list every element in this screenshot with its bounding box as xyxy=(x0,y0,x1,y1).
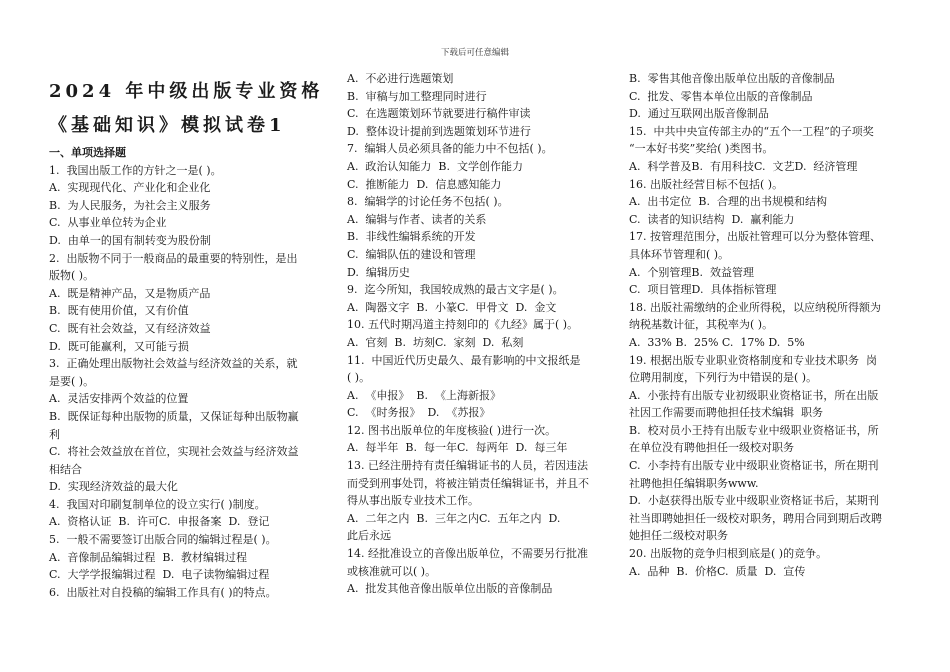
text-line: ( )。 xyxy=(347,371,371,385)
text-line: 利 xyxy=(49,427,60,441)
text-line: A. 每半年 B. 每一年C. 每两年 D. 每三年 xyxy=(347,441,568,455)
text-line: D. 整体设计提前到选题策划环节进行 xyxy=(347,124,531,138)
text-line: 6. 出版社对自投稿的编辑工作具有( )的特点。 xyxy=(49,585,277,599)
text-line: A. 实现现代化、产业化和企业化 xyxy=(49,181,211,195)
text-line: 20. 出版物的竞争归根到底是( )的竞争。 xyxy=(629,547,828,561)
text-line: 而受到刑事处罚，将被注销责任编辑证书，并且不 xyxy=(347,476,589,490)
text-line: A. 既是精神产品，又是物质产品 xyxy=(49,286,211,300)
text-line: C. 项目管理D. 具体指标管理 xyxy=(629,283,777,297)
text-line: C. 小李持有出版专业中级职业资格证书，所在期刊 xyxy=(629,459,879,473)
text-line: C. 编辑队伍的建设和管理 xyxy=(347,247,476,261)
text-line: 13. 已经注册持有责任编辑证书的人员，若因违法 xyxy=(347,459,588,473)
text-line: B. 零售其他音像出版单位出版的音像制品 xyxy=(629,72,835,85)
text-line: 版物( )。 xyxy=(49,269,95,283)
text-line: C. 将社会效益放在首位，实现社会效益与经济效益 xyxy=(49,445,299,459)
text-line: A. 《申报》 B. 《上海新报》 xyxy=(347,388,501,402)
text-line: 得从事出版专业技术工作。 xyxy=(347,494,479,508)
text-line: A. 小张持有出版专业初级职业资格证书，所在出版 xyxy=(629,388,879,402)
text-line: A. 出书定位 B. 合理的出书规模和结构 xyxy=(629,195,827,209)
column-2 xyxy=(347,70,609,598)
text-line: B. 审稿与加工整理同时进行 xyxy=(347,89,487,103)
text-line: B. 既保证每种出版物的质量，又保证每种出版物赢 xyxy=(49,409,299,423)
text-line: 她担任二级校对职务 xyxy=(629,529,728,543)
text-line: B. 校对员小王持有出版专业中级职业资格证书，所 xyxy=(629,423,879,437)
page-header-note: 下载后可任意编辑 xyxy=(440,48,509,58)
text-line: C. 在选题策划环节就要进行稿件审读 xyxy=(347,107,531,121)
text-line: 16. 出版社经营目标不包括( )。 xyxy=(629,177,784,191)
text-line: A. 资格认证 B. 许可C. 申报备案 D. 登记 xyxy=(49,515,270,529)
text-line: 是要( )。 xyxy=(49,374,95,388)
column-3-lines xyxy=(629,70,913,580)
text-line: 19. 根据出版专业职业资格制度和专业技术职务 岗 xyxy=(629,353,877,367)
text-line: B. 非线性编辑系统的开发 xyxy=(347,230,476,244)
text-line: C. 大学学报编辑过程 D. 电子读物编辑过程 xyxy=(49,568,270,582)
text-line: A. 品种 B. 价格C. 质量 D. 宣传 xyxy=(629,564,806,578)
text-line: 7. 编辑人员必须具备的能力中不包括( )。 xyxy=(347,142,553,156)
text-line: D. 编辑历史 xyxy=(347,265,410,279)
text-line: A. 官刻 B. 坊刻C. 家刻 D. 私刻 xyxy=(347,335,524,349)
text-line: 8. 编辑学的讨论任务不包括( )。 xyxy=(347,195,509,209)
text-line: A. 政治认知能力 B. 文学创作能力 xyxy=(347,159,523,173)
text-line: A. 编辑与作者、读者的关系 xyxy=(347,212,487,226)
text-line: A. 音像制品编辑过程 B. 教材编辑过程 xyxy=(49,550,247,564)
text-line: 社因工作需要而聘他担任技术编辑 职务 xyxy=(629,406,823,420)
text-line: 4. 我国对印刷复制单位的设立实行( )制度。 xyxy=(49,497,266,511)
text-line: A. 批发其他音像出版单位出版的音像制品 xyxy=(347,582,553,596)
text-line: A. 灵活安排两个效益的位置 xyxy=(49,392,189,406)
section-heading: 一、单项选择题 xyxy=(49,146,126,159)
text-line: 2. 出版物不同于一般商品的最重要的特别性，是出 xyxy=(49,251,298,265)
text-line: D. 小赵获得出版专业中级职业资格证书后，某期刊 xyxy=(629,494,879,508)
text-line: 18. 出版社需缴纳的企业所得税，以应纳税所得额为 xyxy=(629,300,881,314)
text-line: 或核准就可以( )。 xyxy=(347,564,437,578)
text-line: 10. 五代时期冯道主持刻印的《九经》属于( )。 xyxy=(347,318,579,332)
text-line: 14. 经批准设立的音像出版单位，不需要另行批准 xyxy=(347,547,588,561)
text-line: D. 通过互联网出版音像制品 xyxy=(629,107,769,121)
column-1-lines xyxy=(49,162,327,602)
text-line: 9. 迄今所知，我国较成熟的最古文字是( )。 xyxy=(347,283,564,297)
column-1 xyxy=(49,70,327,601)
column-3 xyxy=(629,70,913,580)
text-line: A. 个别管理B. 效益管理 xyxy=(629,265,755,279)
text-line: 位聘用制度，下列行为中错误的是( )。 xyxy=(629,371,818,385)
text-line: 17. 按管理范围分，出版社管理可以分为整体管理、 xyxy=(629,230,881,244)
text-line: A. 科学普及B. 有用科技C. 文艺D. 经济管理 xyxy=(629,159,858,173)
text-line: D. 实现经济效益的最大化 xyxy=(49,480,178,494)
text-line: 5. 一般不需要签订出版合同的编辑过程是( )。 xyxy=(49,533,277,547)
text-line: C. 批发、零售本单位出版的音像制品 xyxy=(629,89,813,103)
text-line: 社当即聘她担任一级校对职务，聘用合同到期后改聘 xyxy=(629,511,882,525)
text-line: 纳税基数计征，其税率为( )。 xyxy=(629,318,774,332)
text-line: 此后永远 xyxy=(347,529,391,543)
text-line: A. 陶器文字 B. 小篆C. 甲骨文 D. 金文 xyxy=(347,300,557,314)
text-line: “一本好书奖”奖给( )类图书。 xyxy=(629,142,774,156)
column-2-lines xyxy=(347,70,609,598)
text-line: 1. 我国出版工作的方针之一是( )。 xyxy=(49,163,222,177)
text-line: A. 33% B. 25% C. 17% D. 5% xyxy=(629,335,805,349)
text-line: B. 既有使用价值，又有价值 xyxy=(49,304,189,318)
text-line: A. 不必进行选题策划 xyxy=(347,72,454,85)
text-line: 具体环节管理和( )。 xyxy=(629,247,730,261)
text-line: 相结合 xyxy=(49,462,82,476)
text-line: D. 由单一的国有制转变为股份制 xyxy=(49,233,211,247)
text-line: C. 既有社会效益，又有经济效益 xyxy=(49,321,211,335)
document-title-line-1: 2024 年中级出版专业资格 xyxy=(49,81,324,102)
text-line: C. 推断能力 D. 信息感知能力 xyxy=(347,177,502,191)
text-line: 12. 图书出版单位的年度核验( )进行一次。 xyxy=(347,423,557,437)
text-line: D. 既可能赢利，又可能亏损 xyxy=(49,339,189,353)
text-line: 11. 中国近代历史最久、最有影响的中文报纸是 xyxy=(347,353,581,367)
text-line: C. 《时务报》 D. 《苏报》 xyxy=(347,406,491,420)
text-line: 3. 正确处理出版物社会效益与经济效益的关系，就 xyxy=(49,357,298,371)
text-line: A. 二年之内 B. 三年之内C. 五年之内 D. xyxy=(347,511,561,525)
text-line: 15. 中共中央宣传部主办的“五个一工程”的子项奖 xyxy=(629,124,874,138)
text-line: 在单位没有聘他担任一级校对职务 xyxy=(629,441,794,455)
text-line: C. 读者的知识结构 D. 赢利能力 xyxy=(629,212,795,226)
text-line: B. 为人民服务，为社会主义服务 xyxy=(49,198,211,212)
text-line: 社聘他担任编辑职务www. xyxy=(629,476,759,490)
text-line: C. 从事业单位转为企业 xyxy=(49,216,167,230)
document-title-line-2: 《基础知识》模拟试卷1 xyxy=(49,115,286,136)
